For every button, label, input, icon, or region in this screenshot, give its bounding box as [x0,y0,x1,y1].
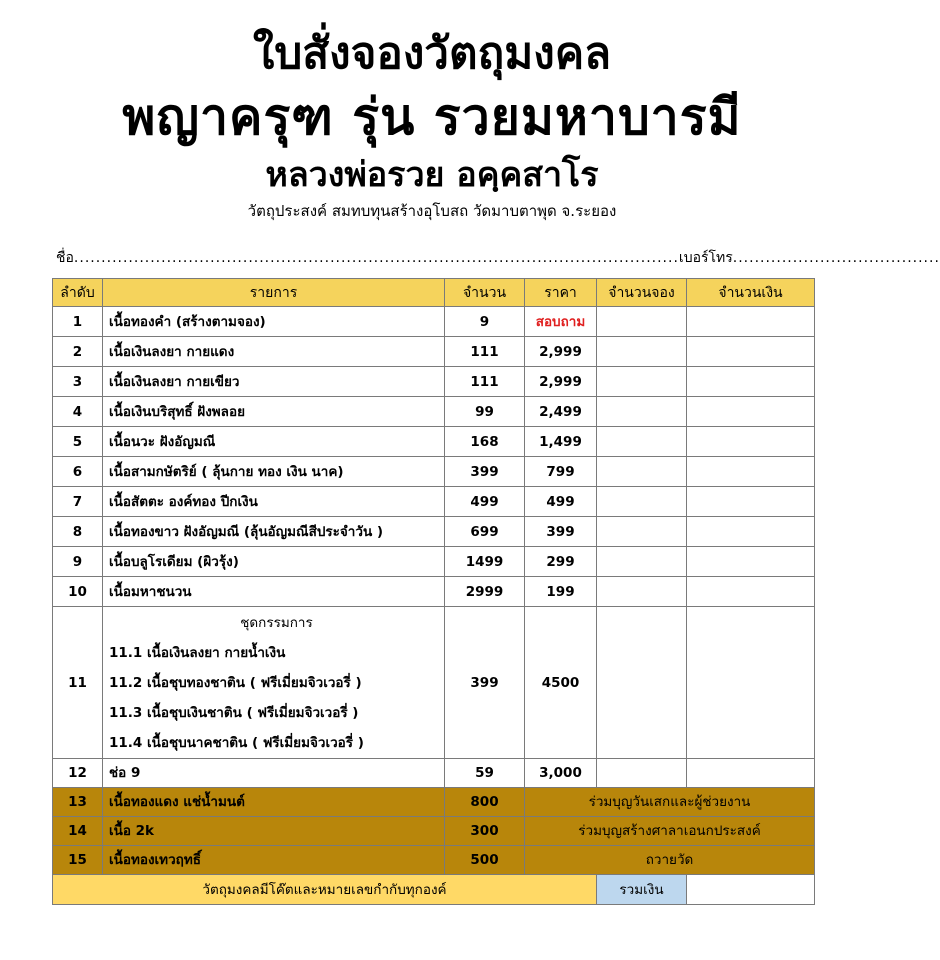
row-price: 199 [525,577,597,607]
amount-cell[interactable] [687,427,815,457]
row-no: 14 [53,817,103,846]
monk-name-title: หลวงพ่อรวย อคฺคสาโร [265,155,599,195]
set-line: 11.1 เนื้อเงินลงยา กายน้ำเงิน [109,644,286,661]
row-no: 11 [53,607,103,759]
row-no: 3 [53,367,103,397]
row-price: 3,000 [525,759,597,788]
row-item: ช่อ 9 [103,759,445,788]
row-item: เนื้อทองคำ (สร้างตามจอง) [103,307,445,337]
set-line: 11.3 เนื้อชุบเงินชาติน ( ฟรีเมี่ยมจิวเวอรี่ ) [109,704,359,721]
table-row [53,337,815,367]
booked-cell[interactable] [597,759,687,788]
row-price: 2,999 [525,367,597,397]
amount-cell[interactable] [687,517,815,547]
row-item: เนื้อเงินลงยา กายแดง [103,337,445,367]
total-label: รวมเงิน [597,875,687,905]
row-no: 7 [53,487,103,517]
row-item: เนื้อบลูโรเดียม (ผิวรุ้ง) [103,547,445,577]
col-header-price: ราคา [525,279,597,307]
col-header-booked: จำนวนจอง [597,279,687,307]
row-qty: 499 [445,487,525,517]
amount-cell[interactable] [687,487,815,517]
serial-code-note: วัตถุมงคลมีโค๊ตและหมายเลขกำกับทุกองค์ [53,875,597,905]
row-no: 9 [53,547,103,577]
row-item: เนื้อทองเทวฤทธิ์ [103,846,445,875]
table-row [53,397,815,427]
row-no: 4 [53,397,103,427]
table-row [53,457,815,487]
row-qty: 800 [445,788,525,817]
row-price: สอบถาม [525,307,597,337]
row-qty: 699 [445,517,525,547]
row-qty: 9 [445,307,525,337]
row-no: 6 [53,457,103,487]
phone-label: เบอร์โทร [678,250,733,266]
row-price: 2,499 [525,397,597,427]
total-amount-cell[interactable] [687,875,815,905]
table-row [53,547,815,577]
amount-cell[interactable] [687,547,815,577]
row-price: 2,999 [525,337,597,367]
row-no: 8 [53,517,103,547]
set-line: 11.4 เนื้อชุบนาคชาติน ( ฟรีเมี่ยมจิวเวอรี่ ) [109,734,364,751]
set-line: 11.2 เนื้อชุบทองชาติน ( ฟรีเมี่ยมจิวเวอรี่ ) [109,674,362,691]
amount-cell[interactable] [687,759,815,788]
amount-cell[interactable] [687,577,815,607]
row-no: 1 [53,307,103,337]
special-row [53,817,815,846]
row-no: 2 [53,337,103,367]
row-qty: 111 [445,337,525,367]
table-row [53,517,815,547]
footer-row [53,875,815,905]
special-row [53,846,815,875]
booked-cell[interactable] [597,487,687,517]
booked-cell[interactable] [597,427,687,457]
table-header-row [53,279,815,307]
row-item: เนื้อนวะ ฝังอัญมณี [103,427,445,457]
col-header-no: ลำดับ [53,279,103,307]
table-row [53,427,815,457]
amount-cell[interactable] [687,607,815,759]
special-row [53,788,815,817]
row-qty: 1499 [445,547,525,577]
table-row [53,367,815,397]
amount-cell[interactable] [687,367,815,397]
row-price: 499 [525,487,597,517]
committee-set-heading: ชุดกรรมการ [240,614,313,631]
order-table [52,278,815,905]
booked-cell[interactable] [597,517,687,547]
row-qty: 99 [445,397,525,427]
table-row [53,487,815,517]
row-qty: 500 [445,846,525,875]
booked-cell[interactable] [597,547,687,577]
col-header-qty: จำนวน [445,279,525,307]
row-item: เนื้อมหาชนวน [103,577,445,607]
row-note: ร่วมบุญสร้างศาลาเอนกประสงค์ [525,817,815,846]
row-no: 10 [53,577,103,607]
table-row [53,577,815,607]
amount-cell[interactable] [687,337,815,367]
phone-field[interactable]: ...................................... [732,250,940,266]
col-header-amount: จำนวนเงิน [687,279,815,307]
booked-cell[interactable] [597,337,687,367]
row-item: เนื้อทองขาว ฝังอัญมณี (ลุ้นอัญมณีสีประจำวัน ) [103,517,445,547]
row-note: ร่วมบุญวันเสกและผู้ช่วยงาน [525,788,815,817]
row-price: 299 [525,547,597,577]
col-header-item: รายการ [103,279,445,307]
row-item: เนื้อสัตตะ องค์ทอง ปีกเงิน [103,487,445,517]
row-qty: 300 [445,817,525,846]
row-no: 12 [53,759,103,788]
row-item: เนื้อสามกษัตริย์ ( ลุ้นกาย ทอง เงิน นาค) [103,457,445,487]
amount-cell[interactable] [687,397,815,427]
row-no: 13 [53,788,103,817]
committee-set-row [53,607,815,759]
committee-set-items [103,607,445,759]
booked-cell[interactable] [597,307,687,337]
table-row [53,759,815,788]
row-item: เนื้อ 2k [103,817,445,846]
booked-cell[interactable] [597,367,687,397]
row-price: 399 [525,517,597,547]
row-price: 1,499 [525,427,597,457]
row-no: 5 [53,427,103,457]
row-item: เนื้อเงินลงยา กายเขียว [103,367,445,397]
row-qty: 399 [445,607,525,759]
document-title: ใบสั่งจองวัตถุมงคล [252,28,612,79]
row-price: 799 [525,457,597,487]
name-label: ชื่อ [56,250,74,266]
row-item: เนื้อเงินบริสุทธิ์ ฝังพลอย [103,397,445,427]
booked-cell[interactable] [597,397,687,427]
contact-line [56,248,940,268]
row-qty: 111 [445,367,525,397]
table-row [53,307,815,337]
name-field[interactable]: ............................................................................................................... [73,250,679,266]
row-qty: 399 [445,457,525,487]
purpose-subtitle: วัตถุประสงค์ สมทบทุนสร้างอุโบสถ วัดมาบตาพุด จ.ระยอง [247,202,617,220]
row-qty: 59 [445,759,525,788]
booked-cell[interactable] [597,607,687,759]
row-qty: 2999 [445,577,525,607]
row-item: เนื้อทองแดง แช่น้ำมนต์ [103,788,445,817]
booked-cell[interactable] [597,457,687,487]
row-price: 4500 [525,607,597,759]
row-no: 15 [53,846,103,875]
row-note: ถวายวัด [525,846,815,875]
row-qty: 168 [445,427,525,457]
booked-cell[interactable] [597,577,687,607]
amount-cell[interactable] [687,457,815,487]
amount-cell[interactable] [687,307,815,337]
amulet-series-title: พญาครุฑ รุ่น รวยมหาบารมี [122,87,742,146]
